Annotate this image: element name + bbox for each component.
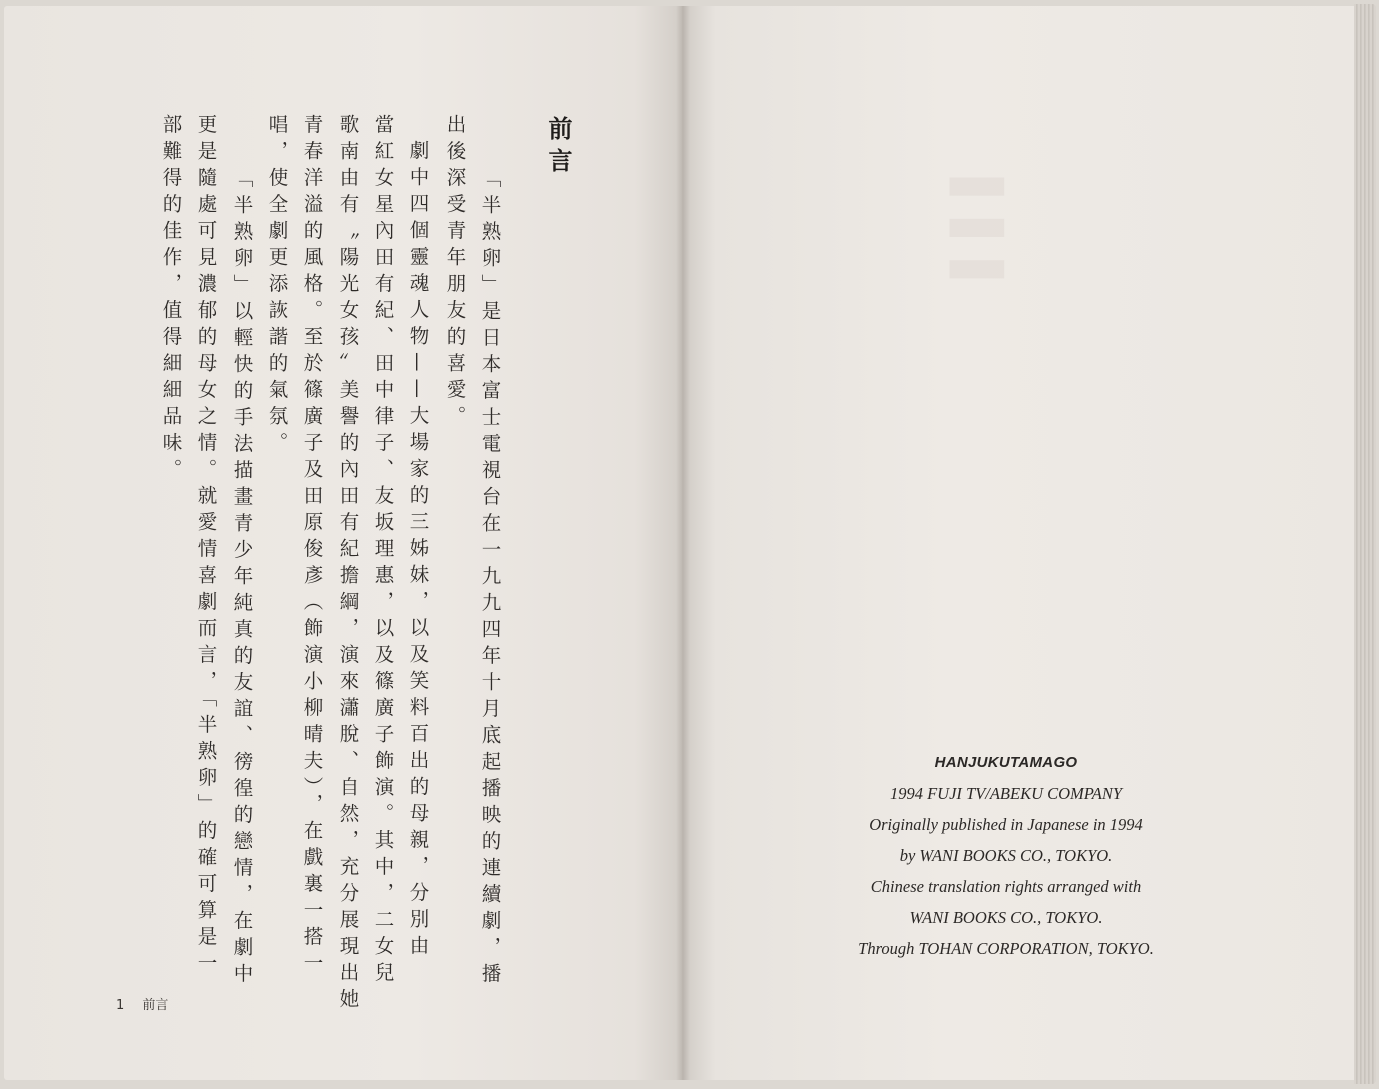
- text-column: 唱，使全劇更添詼諧的氣氛。: [265, 114, 289, 459]
- text-column: 「半熟卵」是日本富士電視台在一九九四年十月底起播映的連續劇，播: [478, 168, 502, 990]
- credit-line: Through TOHAN CORPORATION, TOKYO.: [858, 939, 1154, 958]
- text-column: 青春洋溢的風格。至於篠廣子及田原俊彥（飾演小柳晴夫），在戲裏一搭一: [300, 114, 324, 979]
- show-through-shadow: ▌▌▌: [950, 178, 1004, 303]
- text-column: 劇中四個靈魂人物——大場家的三姊妹，以及笑料百出的母親，分別由: [406, 140, 430, 962]
- page-footer: [116, 994, 168, 1013]
- copyright-credits: [782, 747, 1230, 964]
- book-gutter: [676, 6, 690, 1080]
- text-column: 當紅女星內田有紀、田中律子、友坂理惠，以及篠廣子飾演。其中，二女兒: [371, 114, 395, 989]
- credit-title: HANJUKUTAMAGO: [934, 754, 1078, 771]
- text-column: 出後深受青年朋友的喜愛。: [443, 114, 467, 432]
- text-column: 「半熟卵」以輕快的手法描畫青少年純真的友誼、徬徨的戀情，在劇中: [230, 168, 254, 990]
- credit-line: WANI BOOKS CO., TOKYO.: [909, 908, 1103, 927]
- credit-line: Chinese translation rights arranged with: [870, 877, 1142, 896]
- text-column: 更是隨處可見濃郁的母女之情。就愛情喜劇而言，「半熟卵」的確可算是一: [194, 114, 218, 979]
- text-column: 歌南由有〝陽光女孩〞美譽的內田有紀擔綱，演來瀟脫、自然，充分展現出她: [336, 114, 360, 1015]
- credit-line: 1994 FUJI TV/ABEKU COMPANY: [889, 784, 1123, 803]
- text-column: 部難得的佳作，值得細細品味。: [159, 114, 183, 485]
- footer-section: 前言: [142, 998, 169, 1013]
- credit-line: Originally published in Japanese in 1994: [869, 815, 1143, 834]
- page-title: 前言: [544, 116, 573, 180]
- page-edges: [1354, 4, 1376, 1084]
- page-number: 1: [116, 998, 125, 1013]
- credit-line: by WANI BOOKS CO., TOKYO.: [899, 846, 1113, 865]
